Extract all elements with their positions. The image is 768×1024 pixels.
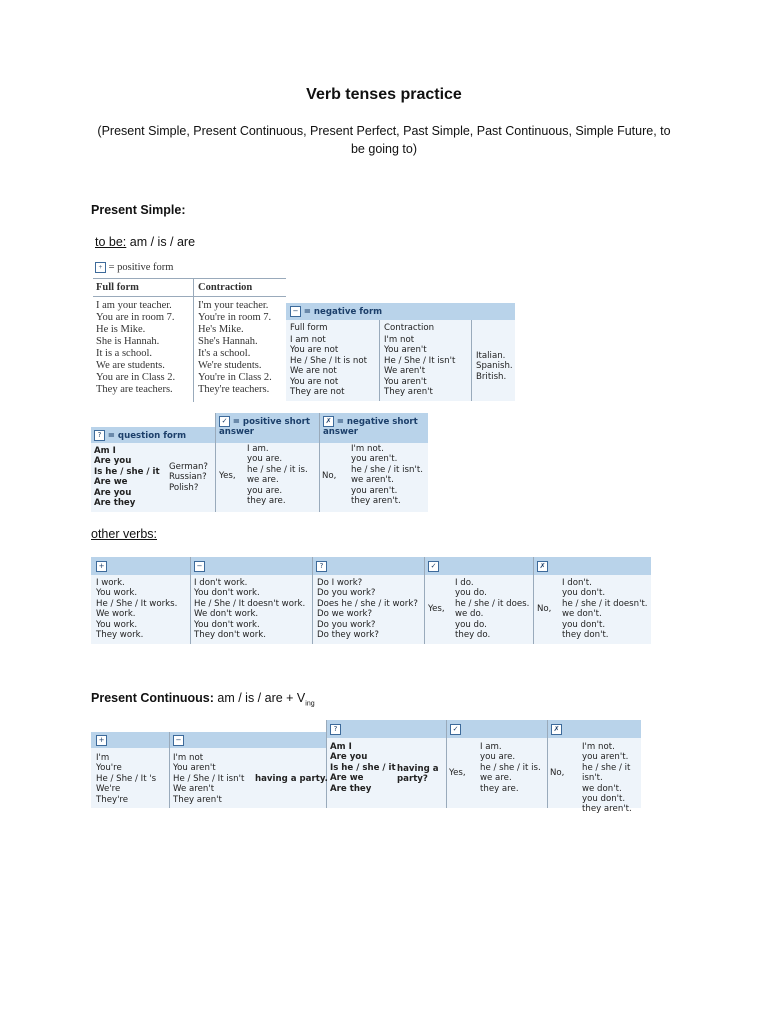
- plus-icon: +: [96, 561, 107, 572]
- short-yes-continuous-list: [480, 742, 541, 794]
- list-item: they do.: [455, 630, 491, 641]
- list-item: we do.: [455, 609, 484, 620]
- list-item: You are not: [290, 345, 339, 356]
- list-item: He / She / It 's: [96, 773, 157, 784]
- list-item: He / She / It isn't: [384, 355, 456, 366]
- list-item: you aren't.: [351, 485, 398, 496]
- list-item: I'm not.: [351, 444, 384, 454]
- list-item: he / she / it does.: [455, 598, 530, 609]
- list-item: You don't work.: [194, 588, 260, 599]
- list-item: We aren't: [384, 366, 426, 377]
- fullform-header: Full form: [290, 323, 328, 333]
- list-item: Are they: [94, 498, 136, 509]
- cross-icon: ✗: [537, 561, 548, 572]
- list-item: you don't.: [562, 619, 606, 630]
- question-icon: ?: [330, 724, 341, 735]
- no-label: No,: [550, 768, 565, 778]
- list-item: They are teachers.: [96, 384, 173, 395]
- short-yes-list: [455, 578, 529, 640]
- list-item: Do I work?: [317, 578, 363, 588]
- list-item: Am I: [330, 742, 352, 752]
- yes-label: Yes,: [428, 604, 445, 614]
- list-item: Are you: [330, 752, 368, 763]
- list-item: we are.: [480, 773, 512, 784]
- positive-form-table: [93, 262, 286, 402]
- list-item: You aren't: [384, 376, 427, 387]
- list-item: we don't.: [582, 783, 622, 794]
- positive-form-title: = positive form: [108, 262, 174, 273]
- list-item: Do you work?: [317, 619, 376, 630]
- list-item: I'm: [96, 753, 110, 763]
- question-list: [94, 446, 160, 508]
- to-be-line: [95, 235, 195, 249]
- list-item: you aren't.: [582, 752, 629, 763]
- list-item: you don't.: [562, 588, 606, 599]
- list-item: we are.: [247, 475, 279, 486]
- check-icon: ✓: [450, 724, 461, 735]
- list-item: You are in Class 2.: [96, 372, 176, 383]
- list-item: Italian.: [476, 351, 506, 361]
- list-item: It is a school.: [96, 348, 152, 359]
- list-item: Are you: [94, 487, 132, 498]
- list-item: He / She / It works.: [96, 598, 178, 609]
- list-item: They work.: [96, 630, 144, 641]
- list-item: you are.: [247, 485, 283, 496]
- present-continuous-table: [91, 720, 641, 815]
- other-verbs-line: [91, 527, 157, 541]
- having-a-party-label: having a party.: [255, 774, 328, 784]
- question-verb-list: [317, 578, 418, 640]
- positive-contraction-list: [198, 300, 272, 396]
- list-item: Is he / she / it: [330, 762, 396, 773]
- list-item: I am.: [247, 444, 269, 454]
- list-item: You're in Class 2.: [198, 372, 272, 383]
- list-item: We are not: [290, 366, 337, 377]
- list-item: You're in room 7.: [198, 312, 272, 323]
- question-icon: ?: [316, 561, 327, 572]
- negative-short-answer-title: = negative short answer: [323, 417, 418, 438]
- negative-continuous-list: [173, 753, 244, 805]
- list-item: You aren't: [173, 763, 216, 774]
- list-item: They aren't: [173, 794, 222, 805]
- list-item: I am.: [480, 742, 502, 752]
- other-verbs-table: [91, 557, 651, 644]
- list-item: Do you work?: [317, 588, 376, 599]
- minus-icon: −: [290, 306, 301, 317]
- list-item: I don't work.: [194, 578, 248, 588]
- list-item: I do.: [455, 578, 474, 588]
- list-item: I'm not.: [582, 742, 615, 752]
- list-item: Are we: [330, 773, 364, 784]
- list-item: They're: [96, 794, 129, 805]
- list-item: Is he / she / it: [94, 466, 160, 477]
- list-item: Russian?: [169, 472, 207, 483]
- having-a-party-question: having a party?: [397, 764, 439, 785]
- list-item: Do they work?: [317, 630, 379, 641]
- negative-answer-list: [351, 444, 423, 506]
- nationality-list: [476, 351, 513, 382]
- list-item: he / she / it isn't.: [351, 464, 423, 475]
- list-item: they aren't.: [351, 496, 401, 507]
- negative-contraction-list: [384, 335, 455, 397]
- list-item: you do.: [455, 619, 487, 630]
- present-continuous-line: [91, 691, 315, 708]
- question-continuous-list: [330, 742, 396, 794]
- list-item: You're: [96, 763, 122, 774]
- list-item: British.: [476, 371, 507, 382]
- list-item: Does he / she / it work?: [317, 598, 418, 609]
- positive-continuous-list: [96, 753, 156, 805]
- formula-subscript: ing: [305, 700, 315, 708]
- list-item: Are they: [330, 783, 372, 794]
- negative-verb-list: [194, 578, 305, 640]
- list-item: I work.: [96, 578, 125, 588]
- list-item: I'm your teacher.: [198, 300, 269, 311]
- contraction-header: Contraction: [198, 282, 253, 293]
- list-item: You work.: [96, 619, 138, 630]
- list-item: We are students.: [96, 360, 165, 371]
- to-be-forms: am / is / are: [126, 235, 196, 249]
- list-item: He's Mike.: [198, 324, 244, 335]
- list-item: She's Hannah.: [198, 336, 258, 347]
- list-item: She is Hannah.: [96, 336, 160, 347]
- positive-answer-list: [247, 444, 308, 506]
- yes-label: Yes,: [449, 768, 466, 778]
- other-verbs-label: other verbs:: [91, 527, 158, 541]
- question-form-title: = question form: [107, 431, 187, 441]
- list-item: You are not: [290, 376, 339, 387]
- list-item: Do we work?: [317, 609, 373, 620]
- list-item: He / She / It isn't: [173, 773, 245, 784]
- list-item: He / She / It doesn't work.: [194, 598, 306, 609]
- list-item: We work.: [96, 609, 136, 620]
- list-item: We're: [96, 784, 121, 795]
- list-item: I'm not: [384, 335, 415, 345]
- list-item: you do.: [455, 588, 487, 599]
- list-item: You don't work.: [194, 619, 260, 630]
- list-item: We aren't: [173, 784, 215, 795]
- list-item: you are.: [247, 454, 283, 465]
- check-icon: ✓: [219, 416, 230, 427]
- list-item: they don't.: [562, 630, 609, 641]
- no-label: No,: [537, 604, 552, 614]
- list-item: I am not: [290, 335, 326, 345]
- list-item: you don't.: [582, 794, 626, 805]
- list-item: I don't.: [562, 578, 592, 588]
- list-item: You work.: [96, 588, 138, 599]
- plus-icon: +: [95, 262, 106, 273]
- list-item: they are.: [247, 496, 286, 507]
- page-subtitle: (Present Simple, Present Continuous, Present Perfect, Past Simple, Past Continuous, Simple Future, to be going to): [97, 124, 671, 156]
- list-item: He / She / It is not: [290, 355, 367, 366]
- list-item: he / she / it is.: [480, 762, 541, 773]
- no-label: No,: [322, 471, 337, 481]
- question-icon: ?: [94, 430, 105, 441]
- list-item: he / she / it isn't.: [582, 762, 631, 784]
- list-item: he / she / it is.: [247, 464, 308, 475]
- list-item: They are not: [290, 387, 345, 398]
- list-item: they aren't.: [582, 804, 632, 815]
- list-item: I'm not: [173, 753, 204, 763]
- minus-icon: −: [173, 735, 184, 746]
- short-no-list: [562, 578, 648, 640]
- present-continuous-heading: Present Continuous:: [91, 691, 214, 705]
- question-nationality-list: [169, 462, 208, 493]
- contraction-header: Contraction: [384, 323, 435, 333]
- negative-full-list: [290, 335, 367, 397]
- cross-icon: ✗: [323, 416, 334, 427]
- list-item: You are in room 7.: [96, 312, 175, 323]
- list-item: German?: [169, 462, 208, 472]
- negative-form-title: = negative form: [303, 307, 383, 317]
- to-be-label: to be:: [95, 235, 127, 249]
- list-item: Am I: [94, 446, 116, 456]
- minus-icon: −: [194, 561, 205, 572]
- list-item: We're students.: [198, 360, 262, 371]
- list-item: Spanish.: [476, 361, 513, 372]
- positive-short-answer-title: = positive short answer: [219, 417, 311, 438]
- list-item: He is Mike.: [96, 324, 146, 335]
- list-item: We don't work.: [194, 609, 259, 620]
- list-item: they are.: [480, 783, 519, 794]
- yes-label: Yes,: [219, 471, 236, 481]
- list-item: They aren't: [384, 387, 433, 398]
- list-item: Are we: [94, 477, 128, 488]
- fullform-header: Full form: [96, 282, 139, 293]
- list-item: It's a school.: [198, 348, 251, 359]
- list-item: you are.: [480, 752, 516, 763]
- question-form-table: [91, 413, 428, 512]
- page-title: Verb tenses practice: [306, 86, 462, 103]
- list-item: They're teachers.: [198, 384, 270, 395]
- list-item: You aren't: [384, 345, 427, 356]
- check-icon: ✓: [428, 561, 439, 572]
- short-no-continuous-list: [582, 742, 641, 815]
- positive-full-list: [96, 300, 175, 396]
- list-item: we aren't.: [351, 475, 394, 486]
- positive-verb-list: [96, 578, 177, 640]
- plus-icon: +: [96, 735, 107, 746]
- negative-form-table: [286, 303, 515, 401]
- present-simple-heading: Present Simple:: [91, 203, 186, 217]
- list-item: Are you: [94, 456, 132, 467]
- list-item: you aren't.: [351, 454, 398, 465]
- list-item: we don't.: [562, 609, 602, 620]
- list-item: I am your teacher.: [96, 300, 172, 311]
- list-item: Polish?: [169, 482, 199, 493]
- list-item: They don't work.: [194, 630, 266, 641]
- present-continuous-formula: am / is / are + V: [213, 691, 306, 705]
- list-item: he / she / it doesn't.: [562, 598, 648, 609]
- cross-icon: ✗: [551, 724, 562, 735]
